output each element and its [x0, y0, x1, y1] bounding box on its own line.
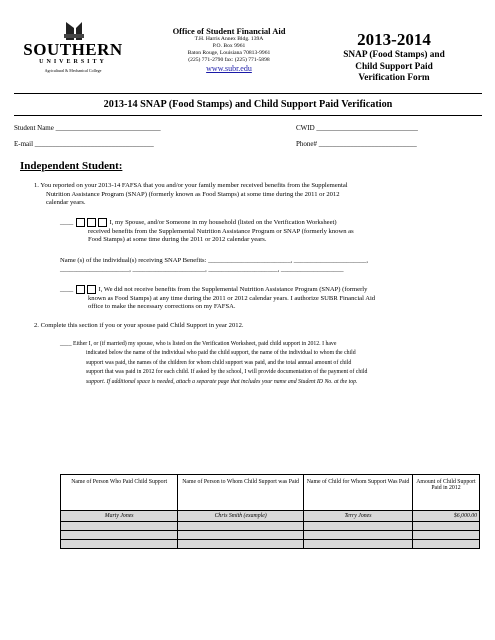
form-subtitle-3: Verification Form	[358, 73, 430, 83]
table-cell[interactable]	[178, 522, 304, 531]
table-cell[interactable]	[304, 540, 413, 549]
text-line: Nutrition Assistance Program (SNAP) (formerly known as Food Stamps) at some time during the 2011 or 2012	[46, 190, 340, 198]
table-header: Name of Child for Whom Support Was Paid	[304, 475, 413, 511]
table-row[interactable]	[61, 540, 480, 549]
table-cell[interactable]	[61, 522, 178, 531]
logo-name: SOUTHERN	[23, 40, 123, 59]
office-block	[150, 26, 308, 73]
divider	[14, 115, 482, 116]
text-line: received benefits from the Supplemental Nutrition Assistance Program or SNAP (formerly known as	[88, 227, 354, 235]
text-line: Either I, or (if married) my spouse, who is listed on the Verification Worksheet, paid child support in 2012. I have	[73, 341, 337, 347]
table-header: Amount of Child Support Paid in 2012	[412, 475, 479, 511]
text-line: support was paid, the names of the children for whom child support was paid, and the total annual amount of child	[86, 359, 352, 366]
office-title: Office of Student Financial Aid	[172, 26, 286, 36]
logo-sub: UNIVERSITY	[39, 59, 107, 65]
text-line: support. If additional space is needed, attach a separate page that includes your name and Student ID No. at the top.	[86, 378, 358, 385]
text-line: office to make the necessary corrections on my FAFSA.	[88, 303, 236, 311]
office-line-4: (225) 771-2790 fax: (225) 771-5898	[188, 57, 270, 63]
student-name-field[interactable]: Student Name ______________________________	[14, 124, 161, 132]
website-link[interactable]: www.subr.edu	[206, 64, 252, 73]
table-cell[interactable]	[61, 540, 178, 549]
table-cell[interactable]	[61, 531, 178, 540]
table-cell[interactable]	[178, 540, 304, 549]
text-line: calendar years.	[46, 199, 86, 207]
text-line: _____________________, ______________________, _____________________, ___________________	[60, 265, 344, 273]
page-title: 2013-14 SNAP (Food Stamps) and Child Support Paid Verification	[103, 99, 393, 110]
child-support-statement: ____ Either I, or (if married) my spouse, who is listed on the Verification Worksheet, paid child support in 2012. I have indicated below the name of the individual who paid the child support, the name of the individual to whom the child support was paid, the names of the children for whom child support was paid, and the total annual amount of child support that was paid in 2012 for each child. If asked by the school, I will provide documentation of the payment of child support. If additional space is needed, attach a separate page that includes your name and Student ID No. at the top.	[60, 340, 480, 387]
table-row[interactable]	[61, 531, 480, 540]
office-line-2: P.O. Box 9961	[212, 43, 246, 49]
table-header: Name of Person to Whom Child Support was Paid	[178, 475, 304, 511]
table-cell[interactable]	[412, 540, 479, 549]
text-line: indicated below the name of the individual who paid the child support, the name of the individual to whom the child	[86, 350, 356, 357]
independent-question-1	[34, 182, 484, 208]
table-cell[interactable]	[178, 531, 304, 540]
text-line: support that was paid in 2012 for each child. If asked by the school, I will provide documentation of the payment of child	[86, 369, 368, 376]
independent-names[interactable]	[60, 257, 480, 274]
independent-option-not-received: ____ I, We did not receive benefits from the Supplemental Nutrition Assistance Program (SNAP) (formerly known as Food Stamps) at any time during the 2011 or 2012 calendar years. I authorize SUBR Financial Aid office to make the necessary corrections on my FAFSA.	[60, 285, 480, 312]
table-cell: Marty Jones	[61, 511, 178, 522]
text-line: I, We did not receive benefits from the Supplemental Nutrition Assistance Program (SNAP) (formerly	[98, 286, 368, 294]
logo-tagline: Agricultural & Mechanical College	[44, 68, 102, 73]
table-header-row	[61, 475, 480, 511]
child-support-table	[60, 474, 480, 549]
office-line-1: T.H. Harris Annex Bldg. 139A	[194, 36, 264, 42]
text-line: Name (s) of the individual(s) receiving SNAP Benefits: _________________________, ______________________,	[60, 257, 368, 264]
form-title-block	[308, 30, 480, 85]
table-cell: $6,000.00	[412, 511, 479, 522]
form-subtitle-1: SNAP (Food Stamps) and	[343, 50, 445, 60]
table-cell: Terry Jones	[304, 511, 413, 522]
independent-heading: Independent Student:	[20, 160, 123, 172]
table-cell[interactable]	[304, 522, 413, 531]
table-cell: Chris Smith (example)	[178, 511, 304, 522]
text-line: I, my Spouse, and/or Someone in my household (listed on the Verification Worksheet)	[109, 219, 337, 227]
form-year: 2013-2014	[357, 30, 431, 49]
cwid-field[interactable]: CWID _____________________________	[296, 124, 418, 132]
independent-question-2: 2. Complete this section if you or your spouse paid Child Support in year 2012.	[34, 322, 244, 329]
table-cell[interactable]	[304, 531, 413, 540]
southern-university-logo	[14, 20, 132, 78]
text-line: 1. You reported on your 2013-14 FAFSA that you and/or your family member received benefits from the Supplemental	[34, 182, 348, 189]
checkbox-spouse[interactable]	[87, 218, 96, 227]
table-row-example	[61, 511, 480, 522]
table-cell[interactable]	[412, 531, 479, 540]
text-line: Food Stamps) at some time during the 2011 or 2012 calendar years.	[88, 236, 267, 244]
table-header: Name of Person Who Paid Child Support	[61, 475, 178, 511]
independent-option-received: ____ I, my Spouse, and/or Someone in my household (listed on the Verification Worksheet) received benefits from the Supplemental Nutrition Assistance Program or SNAP (formerly known as Food Stamps) at some time during the 2011 or 2012 calendar years.	[60, 218, 480, 245]
checkbox-self[interactable]	[76, 218, 85, 227]
table-cell[interactable]	[412, 522, 479, 531]
office-line-3: Baton Rouge, Louisiana 70813-9961	[187, 50, 271, 56]
form-subtitle-2: Child Support Paid	[355, 61, 433, 72]
checkbox-we[interactable]	[87, 285, 96, 294]
phone-field[interactable]: Phone# ____________________________	[296, 140, 417, 148]
checkbox-household[interactable]	[98, 218, 107, 227]
text-line: known as Food Stamps) at any time during the 2011 or 2012 calendar years. I authorize SUBR Financial Aid	[88, 294, 376, 302]
table-row[interactable]	[61, 522, 480, 531]
divider	[14, 93, 482, 94]
checkbox-self[interactable]	[76, 285, 85, 294]
email-field[interactable]: E-mail __________________________________	[14, 140, 154, 148]
